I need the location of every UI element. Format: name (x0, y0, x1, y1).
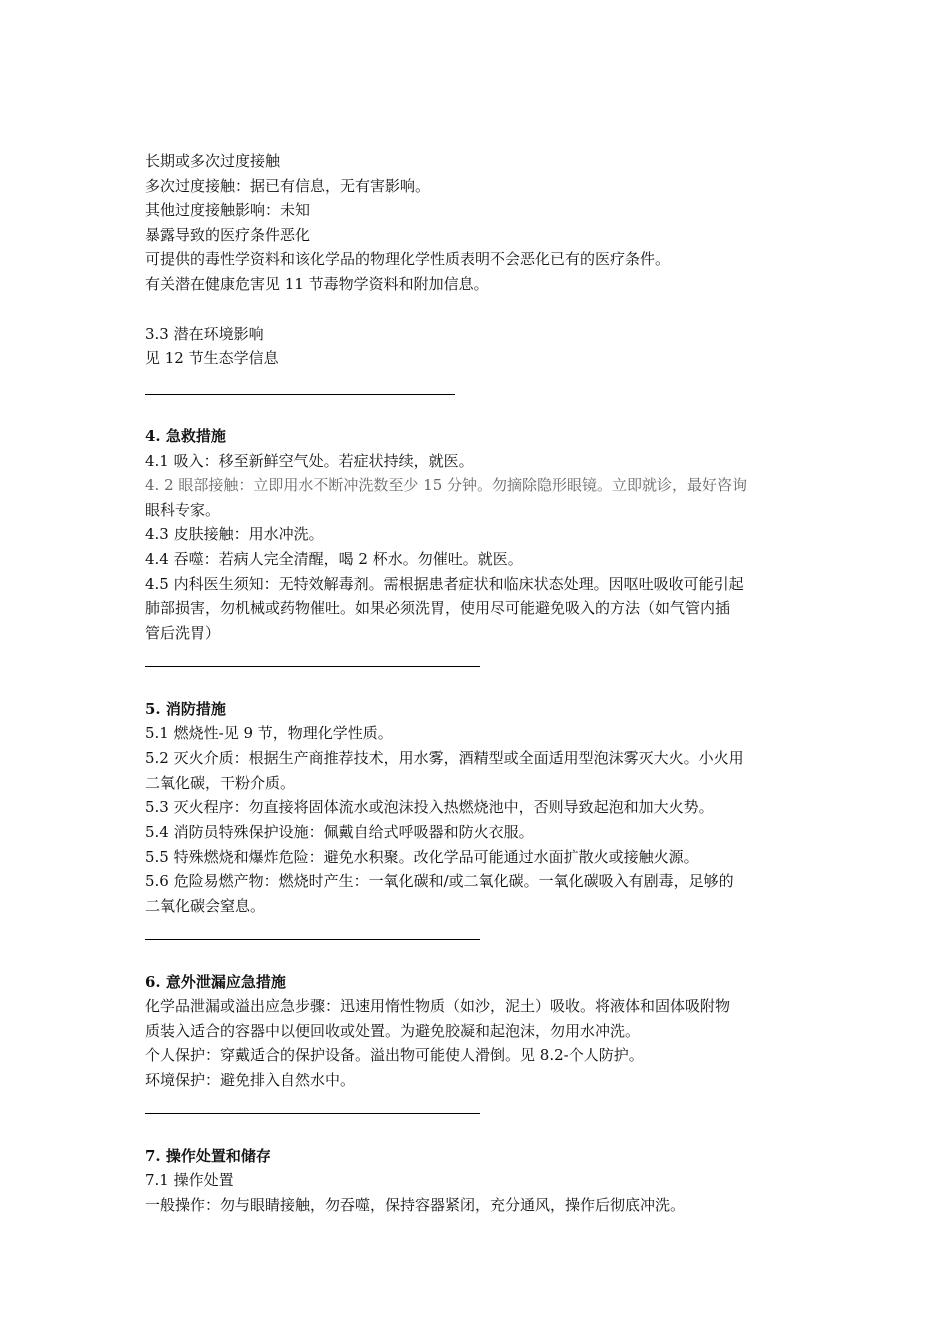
first-aid-eye-contact: 4. 2 眼部接触：立即用水不断冲洗数至少 15 分钟。勿摘除隐形眼镜。立即就诊，最好咨询 (145, 476, 748, 494)
physician-notes-cont: 肺部损害，勿机械或药物催吐。如果必须洗胃，使用尽可能避免吸入的方法（如气管内插 (145, 599, 731, 617)
first-aid-ingestion: 4.4 吞噬：若病人完全清醒，喝 2 杯水。勿催吐。就医。 (145, 550, 523, 568)
environment-heading: 3.3 潜在环境影响 (145, 325, 264, 343)
physician-notes: 4.5 内科医生须知：无特效解毒剂。需根据患者症状和临床状态处理。因呕吐吸收可能引起 (145, 575, 744, 593)
spill-procedure-cont: 质装入适合的容器中以便回收或处置。为避免胶凝和起泡沫，勿用水冲洗。 (145, 1022, 641, 1040)
section-5-title: 5. 消防措施 (145, 700, 226, 718)
health-hazard-reference: 有关潜在健康危害见 11 节毒物学资料和附加信息。 (145, 275, 489, 293)
aggravation-text: 可提供的毒性学资料和该化学品的物理化学性质表明不会恶化已有的医疗条件。 (145, 250, 671, 268)
flammability-text: 5.1 燃烧性-见 9 节，物理化学性质。 (145, 724, 393, 742)
spill-procedure: 化学品泄漏或溢出应急步骤：迅速用惰性物质（如沙，泥土）吸收。将液体和固体吸附物 (145, 997, 731, 1015)
other-effects-text: 其他过度接触影响：未知 (145, 201, 311, 219)
explosion-hazards: 5.5 特殊燃烧和爆炸危险：避免水积聚。改化学品可能通过水面扩散火或接触火源。 (145, 848, 699, 866)
environmental-protection: 环境保护：避免排入自然水中。 (145, 1071, 356, 1089)
physician-notes-end: 管后洗胃） (145, 624, 221, 642)
firefighting-procedure: 5.3 灭火程序：勿直接将固体流水或泡沫投入热燃烧池中，否则导致起泡和加大火势。 (145, 798, 714, 816)
first-aid-inhalation: 4.1 吸入：移至新鲜空气处。若症状持续，就医。 (145, 452, 474, 470)
personal-protection: 个人保护：穿戴适合的保护设备。溢出物可能使人滑倒。见 8.2-个人防护。 (145, 1046, 644, 1064)
combustion-products-cont: 二氧化碳会窒息。 (145, 897, 266, 915)
section-6-title: 6. 意外泄漏应急措施 (145, 973, 286, 991)
aggravation-heading: 暴露导致的医疗条件恶化 (145, 226, 311, 244)
firefighter-protection: 5.4 消防员特殊保护设施：佩戴自给式呼吸器和防火衣服。 (145, 823, 534, 841)
multiple-exposure-text: 多次过度接触：据已有信息，无有害影响。 (145, 177, 431, 195)
section-divider (145, 1113, 480, 1114)
extinguishing-media-cont: 二氧化碳，干粉介质。 (145, 774, 296, 792)
first-aid-eye-contact-cont: 眼科专家。 (145, 501, 221, 519)
long-term-exposure-heading: 长期或多次过度接触 (145, 152, 281, 170)
combustion-products: 5.6 危险易燃产物：燃烧时产生：一氧化碳和/或二氧化碳。一氧化碳吸入有剧毒，足够的 (145, 872, 734, 890)
section-divider (145, 666, 480, 667)
first-aid-skin-contact: 4.3 皮肤接触：用水冲洗。 (145, 525, 324, 543)
general-handling: 一般操作：勿与眼睛接触，勿吞噬，保持容器紧闭，充分通风，操作后彻底冲洗。 (145, 1196, 686, 1214)
handling-heading: 7.1 操作处置 (145, 1171, 234, 1189)
section-divider (145, 939, 480, 940)
section-4-title: 4. 急救措施 (145, 427, 226, 445)
environment-reference: 见 12 节生态学信息 (145, 349, 279, 367)
section-7-title: 7. 操作处置和储存 (145, 1147, 271, 1165)
section-divider (145, 394, 455, 395)
extinguishing-media: 5.2 灭火介质：根据生产商推荐技术，用水雾，酒精型或全面适用型泡沫雾灭大火。小火用 (145, 749, 744, 767)
